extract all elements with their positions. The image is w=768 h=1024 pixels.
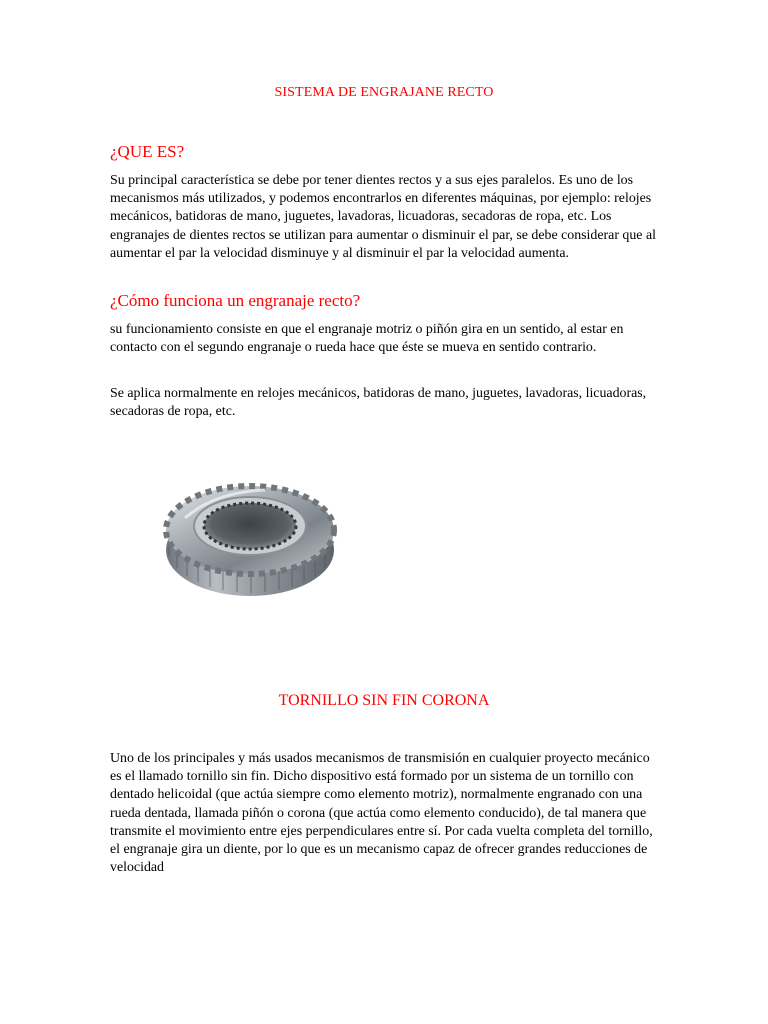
section-heading-que-es: ¿QUE ES? (110, 142, 185, 161)
section2-paragraph-tornillo: Uno de los principales y más usados mecanismos de transmisión en cualquier proyecto mecánico es el llamado tornillo sin fin. Dicho dispositivo está formado por un sistema de un tornillo con dentado helicoidal (que actúa siempre como elemento motriz), normalmente engranado con una rueda dentada, llamada piñón o corona (que actúa como elemento conducido), de tal manera que transmite el movimiento entre ejes perpendiculares entre sí. Por cada vuelta completa del tornillo, el engranaje gira un diente, por lo que es un mecanismo capaz de ofrecer grandes reducciones de velocidad (110, 751, 653, 876)
section-paragraph-funcionamiento: su funcionamiento consiste en que el engranaje motriz o piñón gira en un sentido, al estar en contacto con el segundo engranaje o rueda hace que éste se mueva en sentido contrario. (110, 322, 624, 356)
document-title: SISTEMA DE ENGRAJANE RECTO (274, 85, 494, 100)
section-paragraph-aplicaciones: Se aplica normalmente en relojes mecánicos, batidoras de mano, juguetes, lavadoras, licuadoras, secadoras de ropa, etc. (110, 386, 647, 420)
section2-title: TORNILLO SIN FIN CORONA (278, 692, 490, 709)
section-heading-como-funciona: ¿Cómo funciona un engranaje recto? (110, 291, 361, 310)
spur-gear-icon (155, 470, 345, 610)
section-paragraph-que-es: Su principal característica se debe por tener dientes rectos y a sus ejes paralelos. Es uno de los mecanismos más utilizados, y podemos encontrarlos en diferentes máquinas, por ejemplo: relojes mecánicos, batidoras de mano, juguetes, lavadoras, licuadoras, secadoras de ropa, etc. Los engranajes de dientes rectos se utilizan para aumentar o disminuir el par, se debe considerar que al aumentar el par la velocidad disminuye y al disminuir el par la velocidad aumenta. (110, 173, 656, 261)
spur-gear-image (155, 470, 345, 610)
